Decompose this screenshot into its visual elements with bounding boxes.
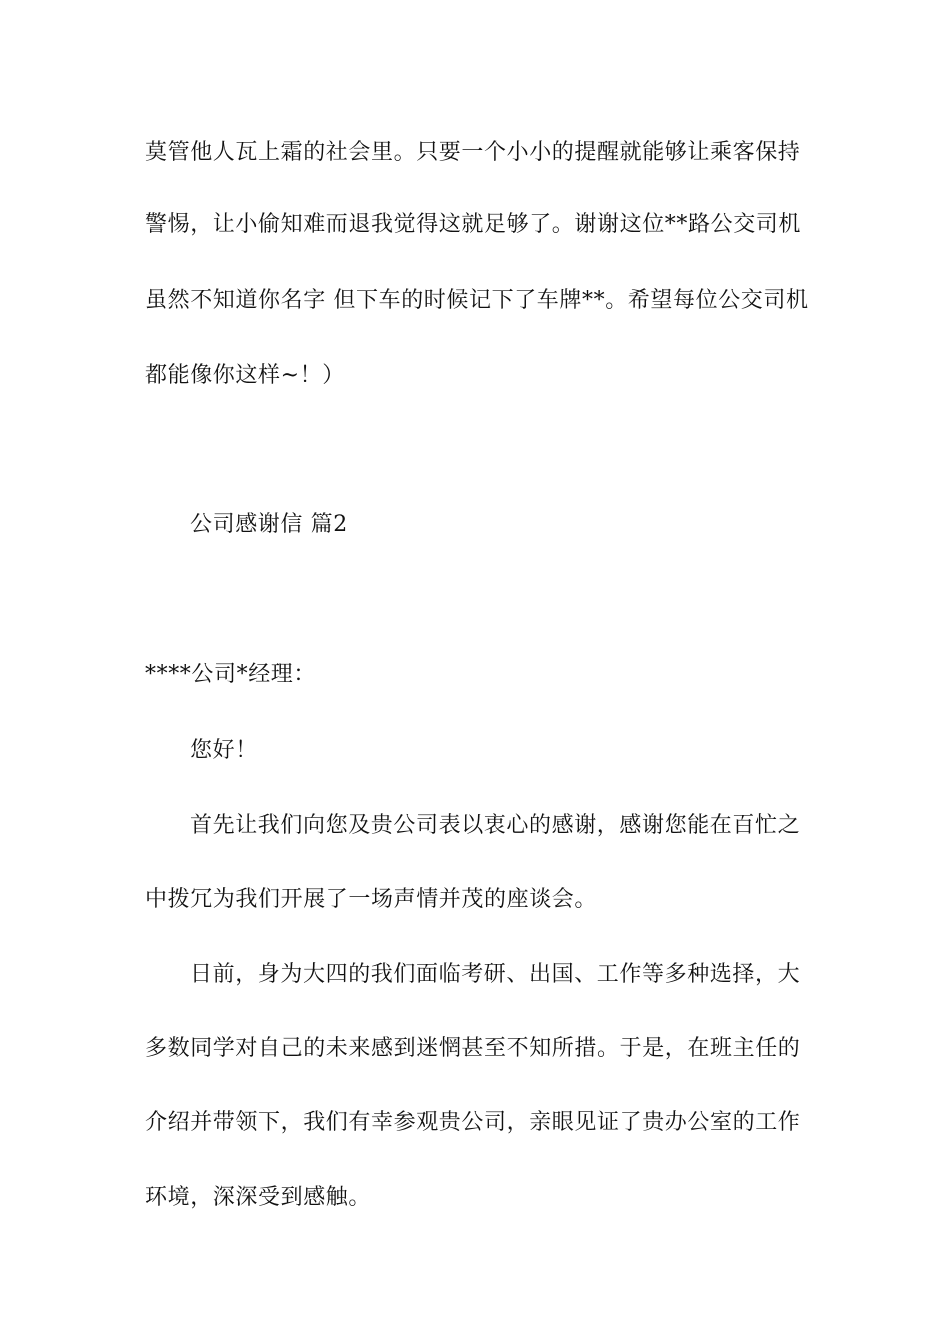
paragraph-3-line-3: 介绍并带领下，我们有幸参观贵公司，亲眼见证了贵办公室的工作 — [145, 1110, 801, 1135]
paragraph-1-line-3: 虽然不知道你名字 但下车的时候记下了车牌**。希望每位公交司机 — [145, 288, 809, 313]
paragraph-1-line-2: 警惕，让小偷知难而退我觉得这就足够了。谢谢这位**路公交司机 — [145, 212, 802, 237]
paragraph-3-line-2: 多数同学对自己的未来感到迷惘甚至不知所措。于是，在班主任的 — [145, 1036, 801, 1061]
salutation: ****公司*经理： — [145, 662, 317, 687]
paragraph-1-line-4: 都能像你这样~！） — [145, 363, 345, 388]
paragraph-1-line-1: 莫管他人瓦上霜的社会里。只要一个小小的提醒就能够让乘客保持 — [145, 140, 801, 165]
section-title: 公司感谢信 篇2 — [190, 512, 348, 537]
greeting: 您好！ — [190, 738, 258, 763]
paragraph-2-line-2: 中拨冗为我们开展了一场声情并茂的座谈会。 — [145, 887, 598, 912]
paragraph-2-line-1: 首先让我们向您及贵公司表以衷心的感谢，感谢您能在百忙之 — [190, 813, 801, 838]
paragraph-3-line-4: 环境，深深受到感触。 — [145, 1185, 372, 1210]
paragraph-3-line-1: 日前，身为大四的我们面临考研、出国、工作等多种选择，大 — [190, 962, 801, 987]
